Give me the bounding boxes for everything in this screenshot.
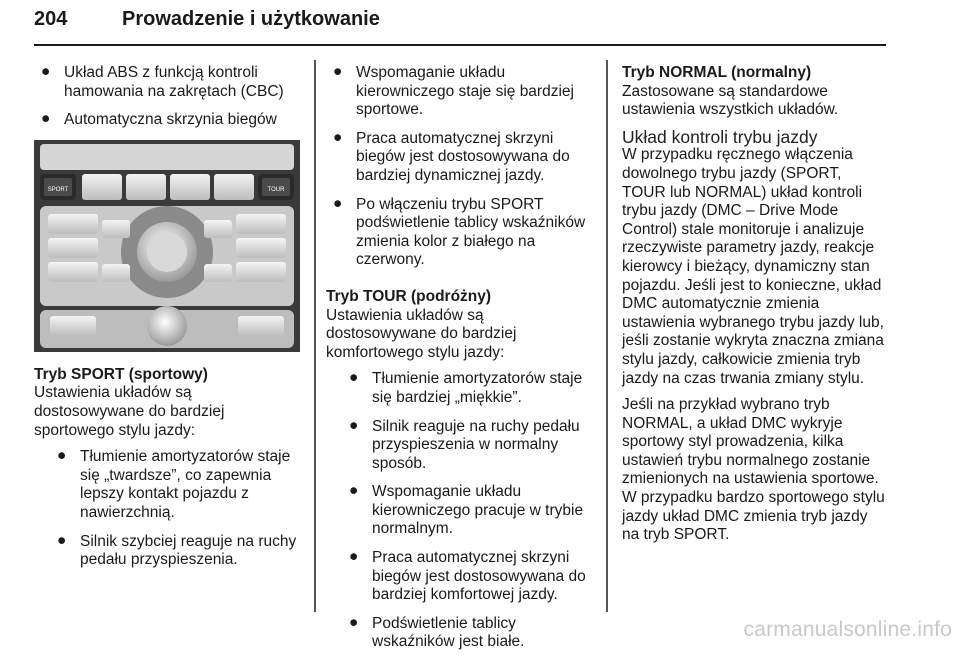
control-panel-illustration bbox=[34, 140, 300, 352]
header-rule bbox=[34, 44, 886, 46]
page-header bbox=[34, 4, 886, 44]
list-item: ● Silnik szybciej reaguje na ruchy pedału przyspieszenia. bbox=[57, 531, 297, 569]
page-number: 204 bbox=[34, 8, 68, 30]
list-item: ● Układ ABS z funkcją kontroli hamowania na zakrętach (CBC) bbox=[41, 63, 284, 100]
chapter-title: Prowadzenie i użytkowanie bbox=[122, 8, 380, 30]
list-item: ● Tłumienie amortyzatorów staje się bardziej „miękkie”. bbox=[349, 369, 583, 406]
bullet-icon: ● bbox=[41, 63, 51, 80]
dmc-paragraph-2: Jeśli na przykład wybrano tryb NORMAL, a układ DMC wykryje sportowy styl prowadzenia, kilka ustawień trybu normalnego zostanie zmienionych na ustawienia sportowe. W przypadku bardzo sportowego stylu jazdy układ DMC zmienia tryb jazdy na tryb SPORT. bbox=[622, 396, 885, 544]
tour-mode-heading: Tryb TOUR (podróżny) bbox=[326, 287, 492, 305]
tour-mode-intro: Ustawienia układów są dostosowywane do bardziej komfortowego stylu jazdy: bbox=[326, 306, 517, 361]
bullet-icon: ● bbox=[349, 613, 359, 631]
sport-mode-heading: Tryb SPORT (sportowy) bbox=[34, 365, 208, 383]
list-item: ● Praca automatycznej skrzyni biegów jest dostosowywana do bardziej dynamicznej jazdy. bbox=[333, 128, 570, 184]
list-item: ● Wspomaganie układu kierowniczego staje się bardziej sportowe. bbox=[333, 63, 574, 119]
list-item: ● Praca automatycznej skrzyni biegów jest dostosowywana do bardziej komfortowej jazdy. bbox=[349, 548, 586, 604]
column-divider-2 bbox=[606, 60, 608, 612]
normal-mode-text: Zastosowane są standardowe ustawienia wszystkich układów. bbox=[622, 82, 839, 119]
list-item: ● Po włączeniu trybu SPORT podświetlenie tablicy wskaźników zmienia kolor z białego na czerwony. bbox=[333, 194, 586, 269]
bullet-icon: ● bbox=[41, 110, 51, 128]
section-heading: Układ kontroli trybu jazdy bbox=[622, 126, 818, 147]
control-panel-figure bbox=[34, 140, 300, 352]
sport-mode-intro: Ustawienia układów są dostosowywane do bardziej sportowego stylu jazdy: bbox=[34, 384, 225, 439]
bullet-icon: ● bbox=[349, 416, 359, 434]
bullet-icon: ● bbox=[333, 63, 343, 80]
watermark: carmanualsonline.info bbox=[743, 618, 952, 641]
list-item: ● Wspomaganie układu kierowniczego pracuje w trybie normalnym. bbox=[349, 482, 584, 538]
bullet-icon: ● bbox=[333, 194, 343, 212]
list-item: ● Automatyczna skrzynia biegów bbox=[41, 110, 277, 129]
bullet-icon: ● bbox=[349, 369, 359, 387]
list-item: ● Podświetlenie tablicy wskaźników jest białe. bbox=[349, 613, 525, 651]
bullet-icon: ● bbox=[57, 531, 67, 549]
column-1 bbox=[34, 64, 304, 580]
dmc-paragraph-1: W przypadku ręcznego włączenia dowolnego trybu jazdy (SPORT, TOUR lub NORMAL) układ kontroli trybu jazdy (DMC – Drive Mode Control) stale monitoruje i analizuje rzeczywiste parametry jazdy, reakcje kierowcy i bieżący, dynamiczny stan pojazdu. Jeśli jest to konieczne, układ DMC automatycznie zmienia ustawienia wybranego trybu jazdy lub, jeśli zostanie wykryta znaczna zmiana stylu jazdy, całkowicie zmienia tryb jazdy na czas trwania zmiany stylu. bbox=[622, 146, 884, 387]
column-divider-1 bbox=[314, 60, 316, 612]
bullet-icon: ● bbox=[57, 447, 67, 465]
normal-mode-heading: Tryb NORMAL (normalny) bbox=[622, 64, 812, 81]
list-item: ● Silnik reaguje na ruchy pedału przyspieszenia w normalny sposób. bbox=[349, 416, 580, 472]
column-3 bbox=[622, 64, 888, 545]
list-item: ● Tłumienie amortyzatorów staje się „twardsze”, co zapewnia lepszy kontakt pojazdu z nawierzchnią. bbox=[57, 447, 291, 521]
column-2 bbox=[326, 64, 594, 662]
tour-button-label: TOUR bbox=[267, 186, 285, 193]
bullet-icon: ● bbox=[333, 128, 343, 146]
bullet-icon: ● bbox=[349, 482, 359, 500]
sport-button-label: SPORT bbox=[47, 186, 69, 193]
bullet-icon: ● bbox=[349, 548, 359, 566]
